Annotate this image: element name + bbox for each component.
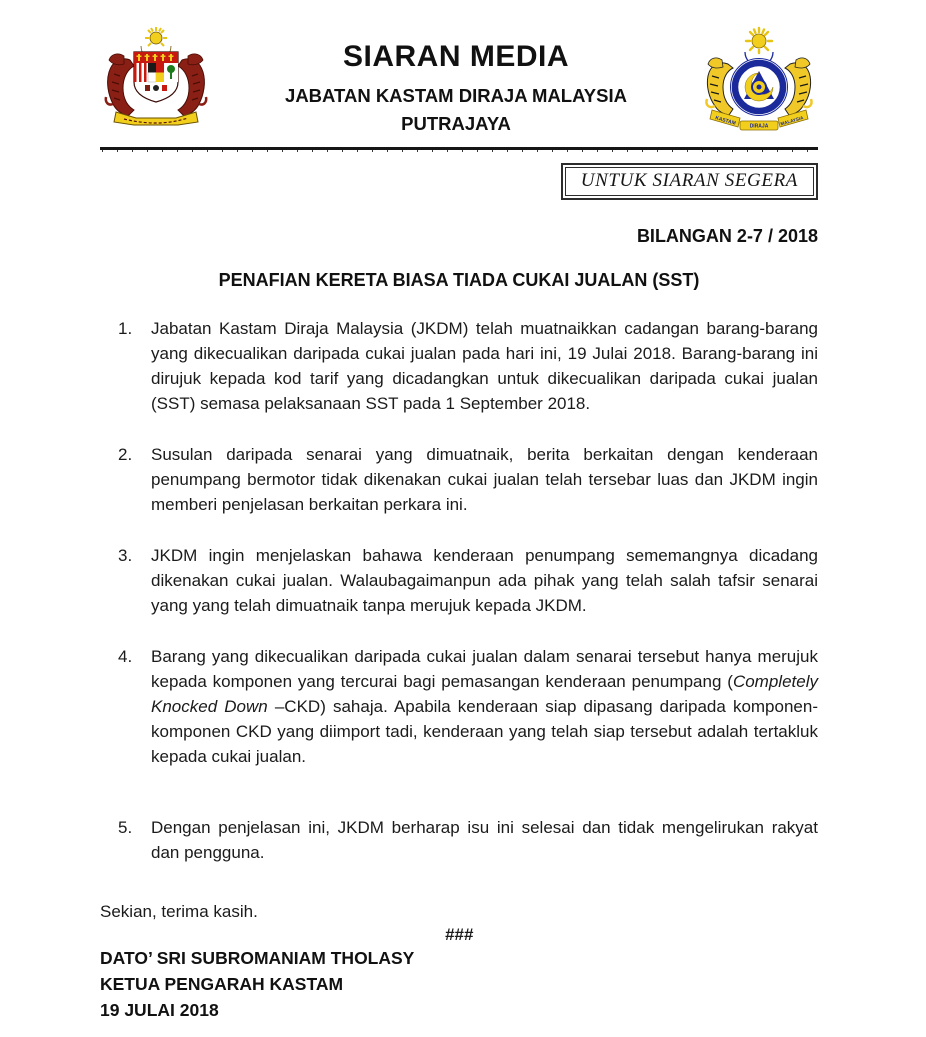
document-header bbox=[100, 0, 818, 135]
list-item-number: 5. bbox=[118, 818, 133, 837]
list-item-text bbox=[151, 644, 818, 769]
closing-thanks: Sekian, terima kasih. bbox=[100, 902, 258, 921]
text-segment: Barang yang dikecualikan daripada cukai jualan dalam senarai tersebut hanya merujuk kepada komponen yang tercurai bagi pemasangan kenderaan penumpang ( bbox=[151, 647, 818, 691]
banner-bottom-label: DIRAJA bbox=[749, 123, 769, 130]
banner-right-label: MALAYSIA bbox=[779, 115, 804, 127]
header-title-block bbox=[212, 26, 700, 135]
list-item-number: 1. bbox=[118, 319, 133, 338]
signature-date: 19 JULAI 2018 bbox=[100, 1000, 219, 1020]
banner-left-label: KASTAM bbox=[714, 115, 737, 127]
reference-number: BILANGAN 2-7 / 2018 bbox=[636, 226, 818, 246]
stamp-row bbox=[100, 163, 818, 200]
closing-block bbox=[100, 899, 818, 1023]
release-stamp-label: UNTUK SIARAN SEGERA bbox=[565, 167, 814, 196]
release-stamp-box bbox=[561, 163, 818, 200]
document-title: PENAFIAN KERETA BIASA TIADA CUKAI JUALAN (SST) bbox=[218, 270, 700, 290]
list-item-text: Jabatan Kastam Diraja Malaysia (JKDM) telah muatnaikkan cadangan barang-barang yang dikecualikan daripada cukai jualan pada hari ini, 19 Julai 2018. Barang-barang ini dirujuk kepada kod tarif yang dicadangkan untuk dikecualikan daripada cukai jualan (SST) semasa pelaksanaan SST pada 1 September 2018. bbox=[151, 319, 818, 413]
italic-phrase: Completely Knocked Down bbox=[151, 672, 818, 716]
list-item-number: 2. bbox=[118, 445, 133, 464]
list-item bbox=[100, 316, 818, 416]
list-item-text: Dengan penjelasan ini, JKDM berharap isu ini selesai dan tidak mengelirukan rakyat dan pengguna. bbox=[151, 818, 818, 862]
malaysia-coat-of-arms-icon bbox=[100, 26, 212, 128]
list-item bbox=[100, 815, 818, 865]
list-item-number: 3. bbox=[118, 546, 133, 565]
signatory-name: DATO’ SRI SUBROMANIAM THOLASY bbox=[100, 948, 415, 968]
list-item bbox=[100, 543, 818, 618]
list-item bbox=[100, 442, 818, 517]
signatory-title: KETUA PENGARAH KASTAM bbox=[100, 974, 344, 994]
header-divider-line bbox=[100, 147, 818, 150]
list-item-text: Susulan daripada senarai yang dimuatnaik, berita berkaitan dengan kenderaan penumpang bermotor tidak dikenakan cukai jualan telah tersebar luas dan JKDM ingin memberi penjelasan berkaitan perkara ini. bbox=[151, 445, 818, 514]
kastam-diraja-malaysia-icon bbox=[700, 26, 818, 132]
page-title: SIARAN MEDIA bbox=[342, 40, 569, 73]
organization-location: PUTRAJAYA bbox=[401, 113, 511, 134]
list-item-number: 4. bbox=[118, 647, 133, 666]
organization-name: JABATAN KASTAM DIRAJA MALAYSIA bbox=[285, 85, 627, 106]
text-segment: –CKD) sahaja. Apabila kenderaan siap dipasang daripada komponen-komponen CKD yang diimport tadi, kenderaan yang telah siap tersebut adalah tertakluk kepada cukai jualan. bbox=[151, 697, 818, 766]
list-item-text: JKDM ingin menjelaskan bahawa kenderaan penumpang sememangnya dicadang dikenakan cukai jualan. Walaubagaimanpun ada pihak yang telah salah tafsir senarai yang yang telah dimuatnaik tanpa merujuk kepada JKDM. bbox=[151, 546, 818, 615]
body-paragraphs bbox=[100, 316, 818, 865]
hash-separator: ### bbox=[444, 925, 474, 944]
list-item bbox=[100, 644, 818, 769]
